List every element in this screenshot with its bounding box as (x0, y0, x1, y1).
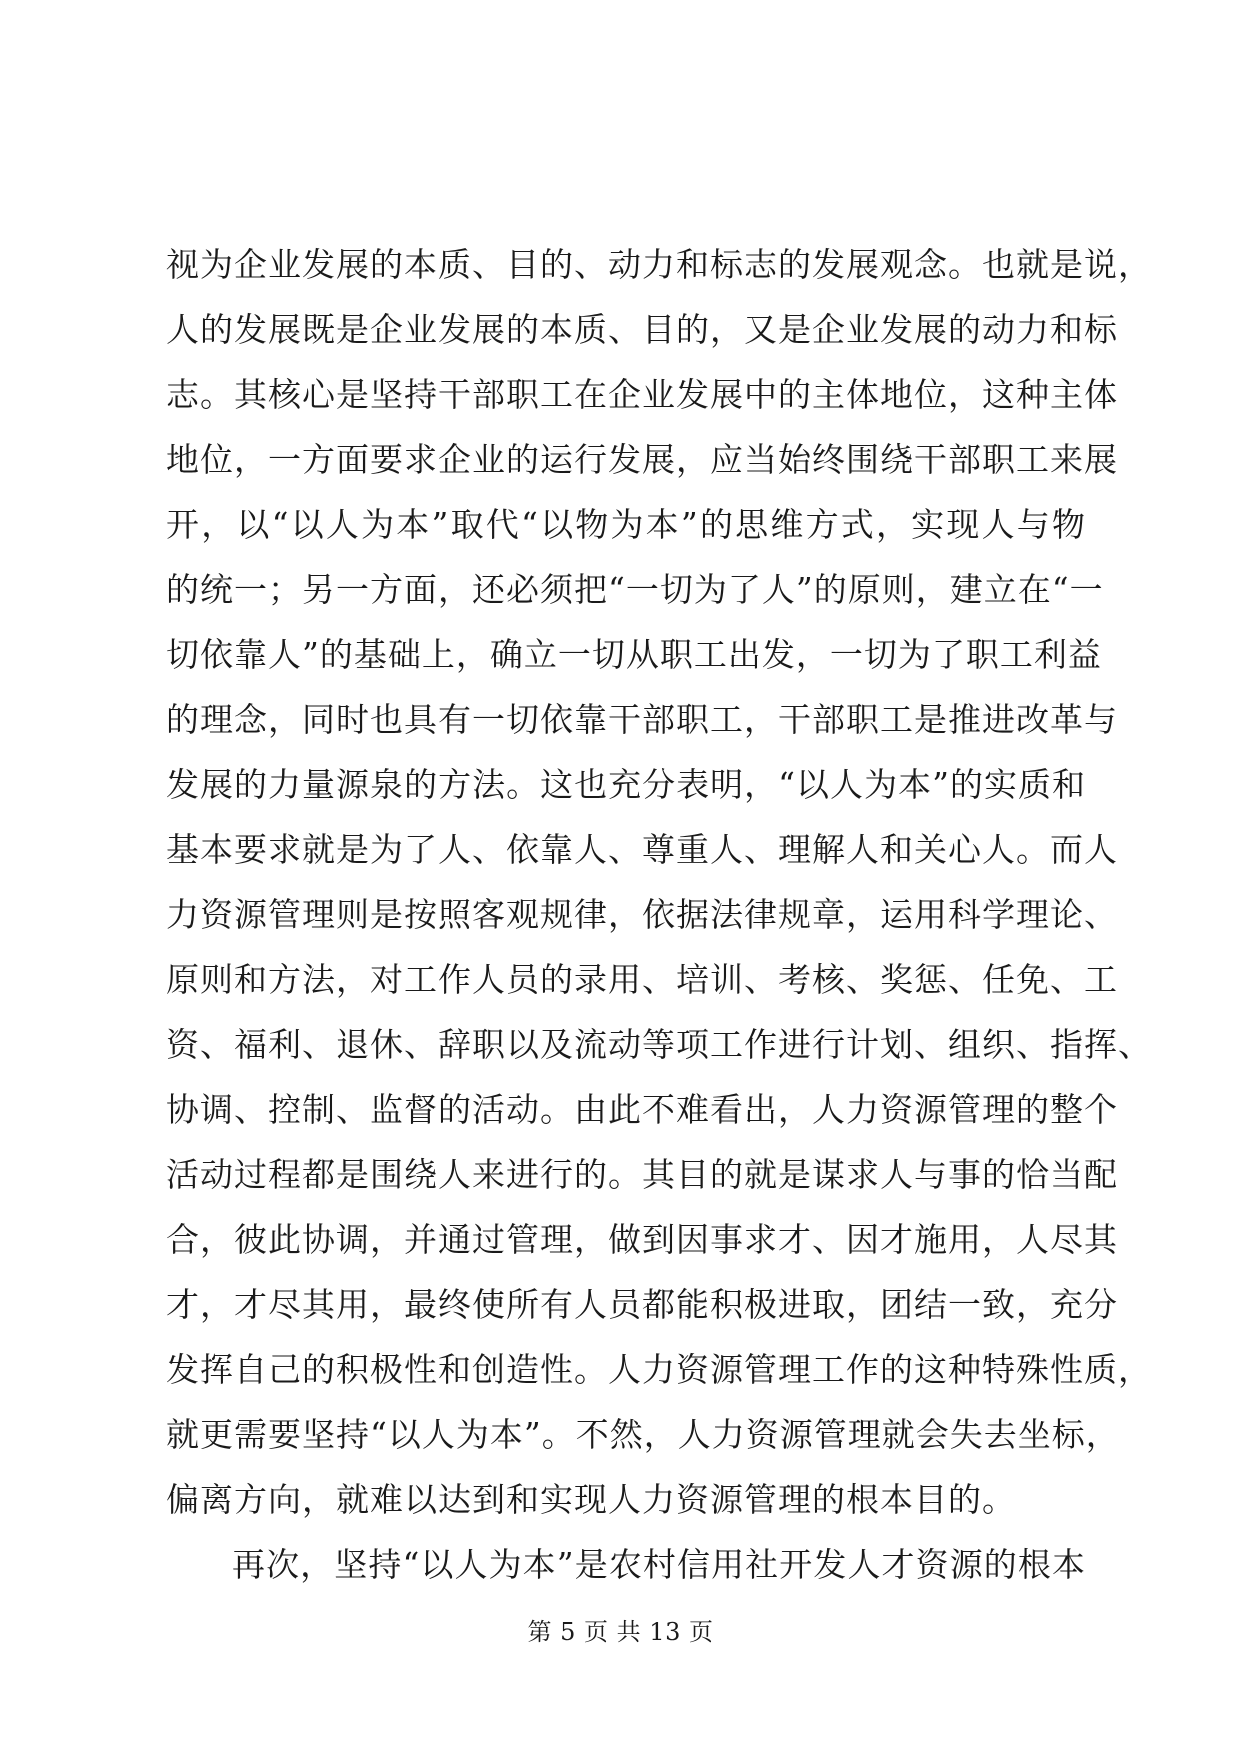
text-line: 开，以“以人为本”取代“以物为本”的思维方式，实现人与物 (166, 505, 1086, 544)
text-line: 就更需要坚持“以人为本”。不然，人力资源管理就会失去坐标， (166, 1415, 1120, 1454)
text-line: 的统一；另一方面，还必须把“一切为了人”的原则，建立在“一 (166, 570, 1104, 609)
body-text (166, 232, 1152, 1597)
text-line: 协调、控制、监督的活动。由此不难看出，人力资源管理的整个 (166, 1090, 1118, 1129)
page-footer: 第 5 页 共 13 页 (527, 1618, 714, 1646)
text-line: 发挥自己的积极性和创造性。人力资源管理工作的这种特殊性质， (166, 1350, 1152, 1389)
text-line: 原则和方法，对工作人员的录用、培训、考核、奖惩、任免、工 (166, 960, 1118, 999)
text-line: 基本要求就是为了人、依靠人、尊重人、理解人和关心人。而人 (166, 830, 1118, 869)
text-line: 人的发展既是企业发展的本质、目的，又是企业发展的动力和标 (166, 310, 1118, 349)
text-line: 合，彼此协调，并通过管理，做到因事求才、因才施用，人尽其 (166, 1220, 1118, 1259)
text-line: 偏离方向，就难以达到和实现人力资源管理的根本目的。 (166, 1480, 1016, 1519)
text-line: 发展的力量源泉的方法。这也充分表明，“以人为本”的实质和 (166, 765, 1086, 804)
text-line: 志。其核心是坚持干部职工在企业发展中的主体地位，这种主体 (166, 375, 1118, 414)
text-line: 力资源管理则是按照客观规律，依据法律规章，运用科学理论、 (166, 895, 1118, 934)
text-line: 才，才尽其用，最终使所有人员都能积极进取，团结一致，充分 (166, 1285, 1118, 1324)
text-line: 视为企业发展的本质、目的、动力和标志的发展观念。也就是说， (166, 245, 1152, 284)
text-line: 的理念，同时也具有一切依靠干部职工，干部职工是推进改革与 (166, 700, 1118, 739)
text-line: 资、福利、退休、辞职以及流动等项工作进行计划、组织、指挥、 (166, 1025, 1152, 1064)
text-line: 切依靠人”的基础上，确立一切从职工出发，一切为了职工利益 (166, 635, 1102, 674)
paragraph-first-line: 再次，坚持“以人为本”是农村信用社开发人才资源的根本 (232, 1545, 1086, 1584)
text-line: 活动过程都是围绕人来进行的。其目的就是谋求人与事的恰当配 (166, 1155, 1118, 1194)
text-line: 地位，一方面要求企业的运行发展，应当始终围绕干部职工来展 (166, 440, 1118, 479)
